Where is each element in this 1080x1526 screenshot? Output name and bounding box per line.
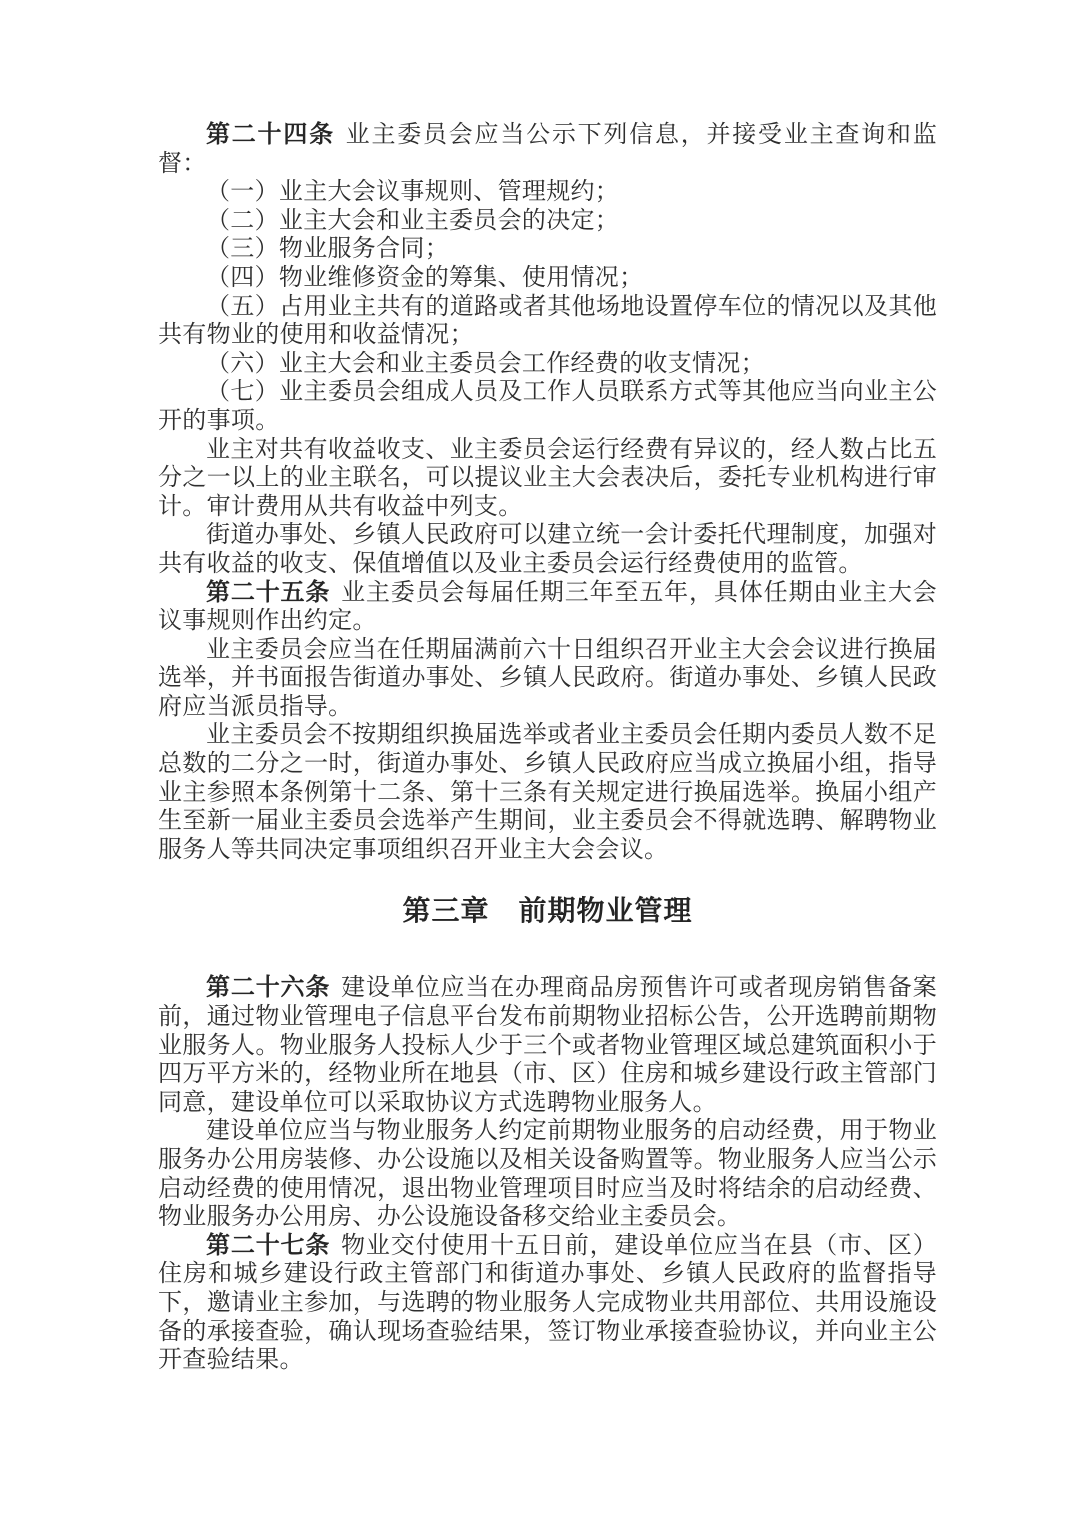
document-body — [158, 121, 937, 1375]
article-text: 物业交付使用十五日前，建设单位应当在县（市、区）住房和城乡建设行政主管部门和街道办事处、乡镇人民政府的监督指导下，邀请业主参加，与选聘的物业服务人完成物业共用部位、共用设施设备的承接查验，确认现场查验结果，签订物业承接查验协议，并向业主公开查验结果。 — [158, 1232, 938, 1374]
article-text: 业主委员会应当公示下列信息，并接受业主查询和监督： — [158, 122, 937, 177]
list-item-paragraph: （五）占用业主共有的道路或者其他场地设置停车位的情况以及其他共有物业的使用和收益情况； — [158, 293, 937, 349]
body-paragraph: 业主委员会应当在任期届满前六十日组织召开业主大会会议进行换届选举，并书面报告街道办事处、乡镇人民政府。街道办事处、乡镇人民政府应当派员指导。 — [158, 636, 937, 720]
article-number: 第二十七条 — [206, 1232, 331, 1259]
list-item-paragraph: （四）物业维修资金的筹集、使用情况； — [206, 264, 644, 291]
article-number: 第二十五条 — [206, 579, 331, 606]
body-paragraph: 建设单位应当与物业服务人约定前期物业服务的启动经费，用于物业服务办公用房装修、办公设施以及相关设备购置等。物业服务人应当公示启动经费的使用情况，退出物业管理项目时应当及时将结余的启动经费、物业服务办公用房、办公设施设备移交给业主委员会。 — [158, 1118, 937, 1231]
body-paragraph: 业主委员会不按期组织换届选举或者业主委员会任期内委员人数不足总数的二分之一时，街道办事处、乡镇人民政府应当成立换届小组，指导业主参照本条例第十二条、第十三条有关规定进行换届选举。换届小组产生至新一届业主委员会选举产生期间，业主委员会不得就选聘、解聘物业服务人等共同决定事项组织召开业主大会会议。 — [158, 722, 937, 863]
list-item-paragraph: （一）业主大会议事规则、管理规约； — [206, 179, 620, 206]
list-item-paragraph: （三）物业服务合同； — [206, 236, 449, 263]
list-item-paragraph: （六）业主大会和业主委员会工作经费的收支情况； — [206, 350, 765, 377]
article-number: 第二十四条 — [206, 122, 335, 148]
list-item-paragraph: （二）业主大会和业主委员会的决定； — [206, 207, 620, 234]
article-paragraph — [158, 1232, 937, 1375]
article-text: 业主委员会每届任期三年至五年，具体任期由业主大会议事规则作出约定。 — [158, 579, 938, 635]
article-paragraph — [158, 579, 937, 636]
body-paragraph: 街道办事处、乡镇人民政府可以建立统一会计委托代理制度，加强对共有收益的收支、保值增值以及业主委员会运行经费使用的监管。 — [158, 522, 937, 577]
article-number: 第二十六条 — [206, 975, 331, 1002]
chapter-heading: 第三章 前期物业管理 — [402, 896, 693, 928]
article-paragraph — [158, 121, 937, 178]
article-paragraph — [158, 974, 937, 1117]
list-item-paragraph: （七）业主委员会组成人员及工作人员联系方式等其他应当向业主公开的事项。 — [158, 379, 937, 434]
article-text: 建设单位应当在办理商品房预售许可或者现房销售备案前，通过物业管理电子信息平台发布前期物业招标公告，公开选聘前期物业服务人。物业服务人投标人少于三个或者物业管理区域总建筑面积小于四万平方米的，经物业所在地县（市、区）住房和城乡建设行政主管部门同意，建设单位可以采取协议方式选聘物业服务人。 — [158, 975, 938, 1116]
body-paragraph: 业主对共有收益收支、业主委员会运行经费有异议的，经人数占比五分之一以上的业主联名，可以提议业主大会表决后，委托专业机构进行审计。审计费用从共有收益中列支。 — [158, 436, 937, 520]
